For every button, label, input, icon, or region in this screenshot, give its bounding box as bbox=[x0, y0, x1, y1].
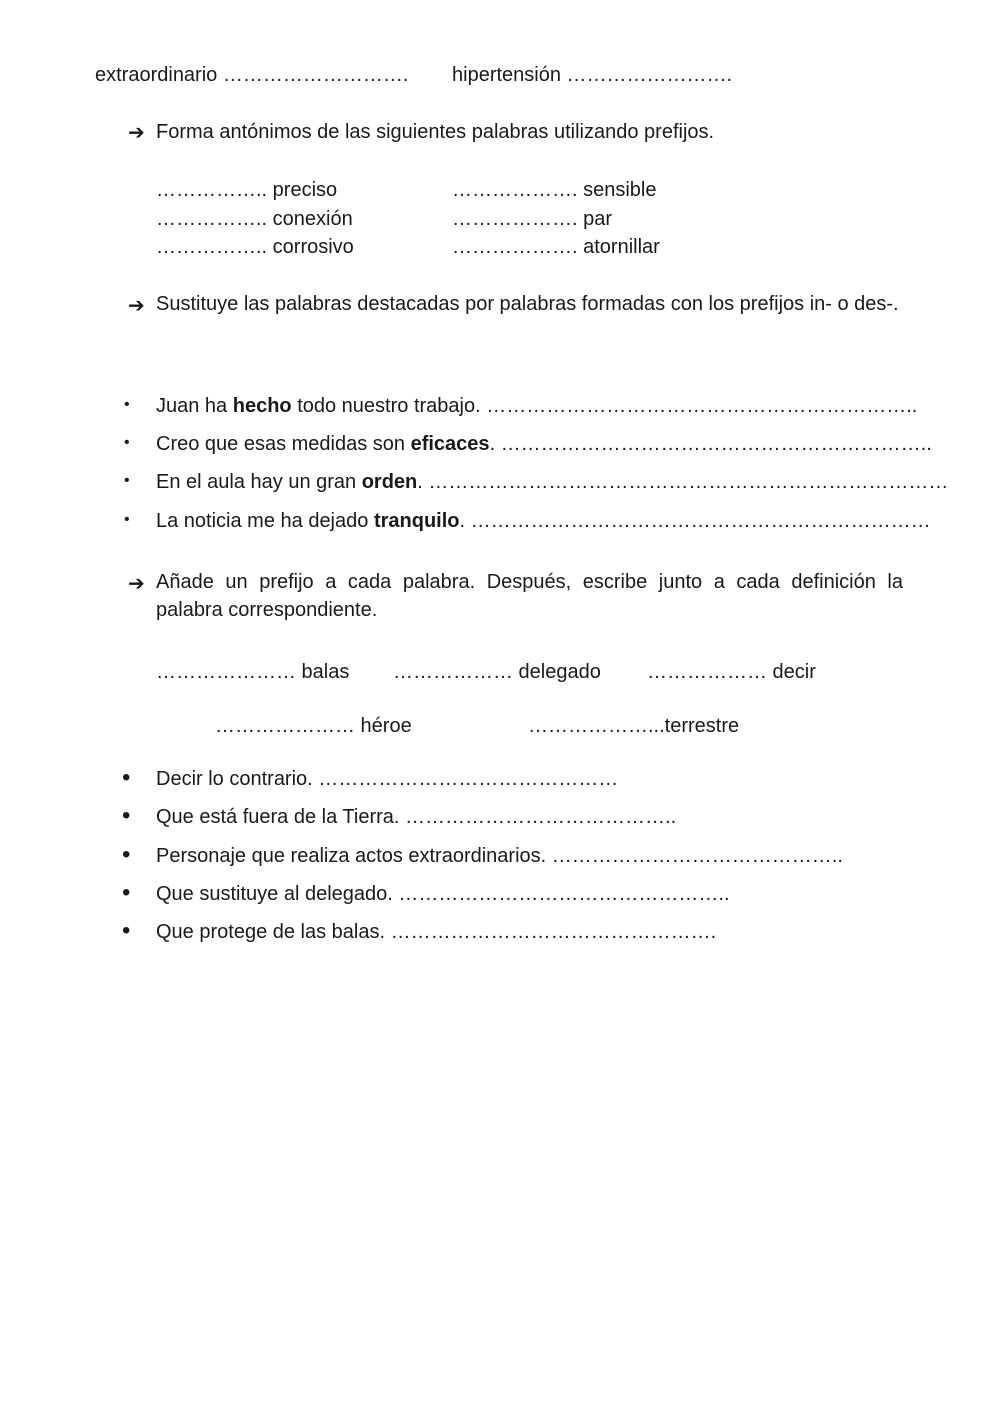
antonym-item: ………………. par bbox=[452, 208, 613, 230]
sentence-start: Creo que esas medidas son bbox=[156, 433, 411, 455]
sentence-start: Juan ha bbox=[156, 395, 233, 417]
section1-heading: Forma antónimos de las siguientes palabras utilizando prefijos. bbox=[156, 121, 715, 143]
antonym-item: ………………. atornillar bbox=[452, 236, 660, 258]
sentence-start: En el aula hay un gran bbox=[156, 471, 362, 493]
sentence-start: La noticia me ha dejado bbox=[156, 510, 374, 532]
section3-heading: Añade un prefijo a cada palabra. Después, escribe junto a cada definición la palabra correspondiente. bbox=[156, 571, 903, 621]
bullet-icon: • bbox=[122, 764, 131, 791]
antonym-item: …………….. conexión bbox=[156, 208, 353, 230]
arrow-icon: ➔ bbox=[128, 573, 145, 595]
bullet-icon: • bbox=[122, 802, 131, 829]
bullet-icon: • bbox=[122, 841, 131, 868]
word-hipertension: hipertensión ……………………. bbox=[452, 64, 733, 86]
sentence-end: . ……………………………………………………….. bbox=[489, 433, 932, 455]
bullet-icon: • bbox=[122, 879, 131, 906]
bullet-icon: • bbox=[124, 434, 130, 451]
highlighted-word: eficaces bbox=[410, 433, 490, 455]
prefix-word: ……………… decir bbox=[647, 661, 816, 683]
arrow-icon: ➔ bbox=[128, 122, 145, 144]
definition-text: Decir lo contrario. ……………………………………… bbox=[156, 768, 619, 790]
definition-text: Que protege de las balas. …………………………………………. bbox=[156, 921, 717, 943]
highlighted-word: orden bbox=[361, 471, 418, 493]
bullet-icon: • bbox=[124, 472, 130, 489]
section2-heading: Sustituye las palabras destacadas por palabras formadas con los prefijos in- o des-. bbox=[156, 293, 899, 315]
prefix-word: ………………… balas bbox=[156, 661, 350, 683]
highlighted-word: tranquilo bbox=[373, 510, 460, 532]
bullet-icon: • bbox=[122, 917, 131, 944]
antonym-item: …………….. corrosivo bbox=[156, 236, 354, 258]
bullet-icon: • bbox=[124, 396, 130, 413]
word-extraordinario: extraordinario ………………………. bbox=[95, 64, 409, 86]
definition-text: Que sustituye al delegado. ………………………………………….. bbox=[156, 883, 730, 905]
definition-text: Personaje que realiza actos extraordinarios. …………………………………….. bbox=[156, 845, 843, 867]
definition-text: Que está fuera de la Tierra. ………………………………….. bbox=[156, 806, 677, 828]
sentence-end: . …………………………………………………………………… bbox=[417, 471, 949, 493]
prefix-word: ………………...terrestre bbox=[528, 715, 740, 737]
bullet-icon: • bbox=[124, 511, 130, 528]
antonym-item: …………….. preciso bbox=[156, 179, 338, 201]
sentence-end: todo nuestro trabajo. ……………………………………………………….. bbox=[291, 395, 918, 417]
highlighted-word: hecho bbox=[232, 395, 292, 417]
prefix-word: ……………… delegado bbox=[393, 661, 601, 683]
antonym-item: ………………. sensible bbox=[452, 179, 657, 201]
arrow-icon: ➔ bbox=[128, 295, 145, 317]
prefix-word: ………………… héroe bbox=[215, 715, 412, 737]
sentence-end: . …………………………………………………………… bbox=[459, 510, 931, 532]
